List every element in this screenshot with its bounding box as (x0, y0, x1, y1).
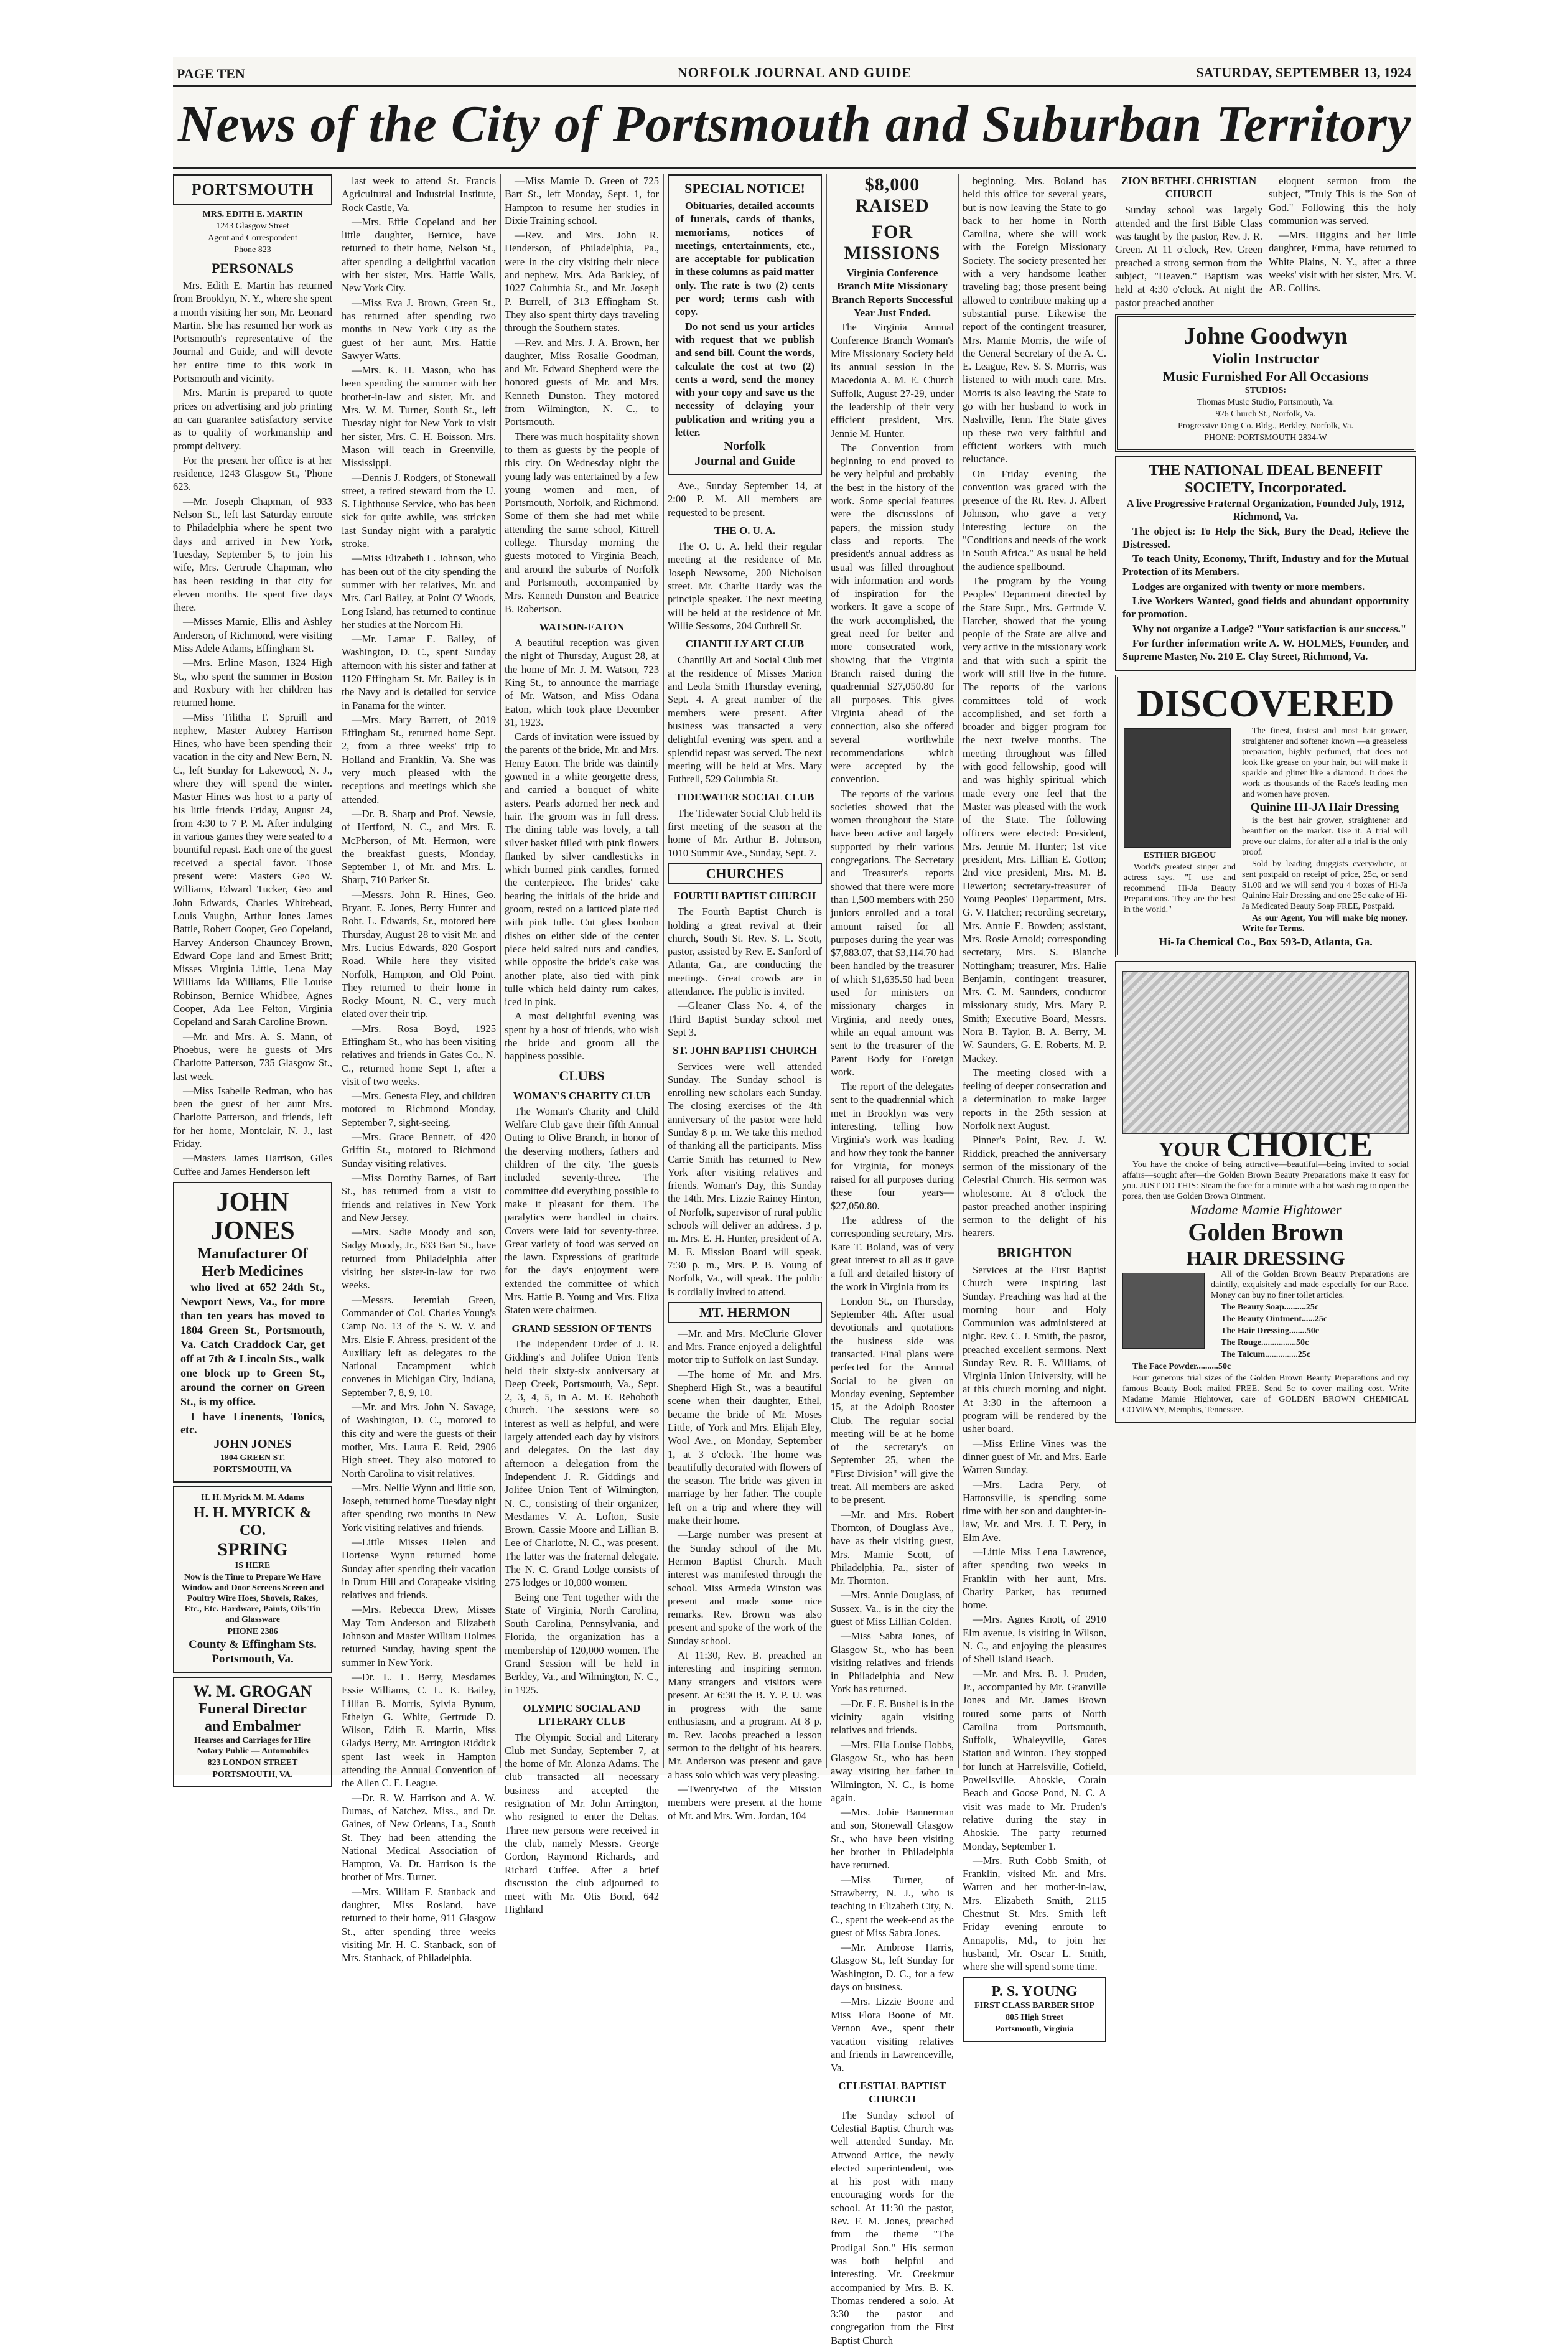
paragraph: —Mrs. Nellie Wynn and little son, Joseph, returned home Tuesday night after spending two months in New York visiting relatives and friends. (342, 1481, 496, 1534)
ad-line: The object is: To Help the Sick, Bury the Dead, Relieve the Distressed. (1122, 525, 1409, 550)
ad-your-choice (1115, 961, 1416, 1423)
section-heading-clubs: CLUBS (559, 1067, 605, 1084)
editor-role: Agent and Correspondent (208, 233, 297, 243)
ad-goodwyn (1115, 314, 1416, 452)
article-heading: ST. JOHN BAPTIST CHURCH (673, 1044, 817, 1057)
portrait-photo (1124, 728, 1231, 848)
ad-title: H. H. MYRICK & CO. (194, 1504, 312, 1539)
paragraph: There was much hospitality shown to them as guests by the people of this city. On Wednesday night the young lady was entertained by a few young women and men, of Portsmouth, Norfolk, and Richmond. Some of them she had met while attending the same school, Kittrell college. Thursday morning the guests motored to Virginia Beach, and around the suburbs of Norfolk and Portsmouth, accompanied by Mrs. Kenneth Dunston and Beatrice B. Robertson. (505, 430, 659, 615)
illustration-image (1122, 971, 1409, 1134)
ad-city: Portsmouth, Virginia (995, 2025, 1074, 2035)
ad-title: P. S. YOUNG (991, 1984, 1078, 2000)
price-item: The Face Powder..........50c (1132, 1361, 1231, 1371)
paragraph: —Mr. Joseph Chapman, of 933 Nelson St., left last Saturday enroute to Philadelphia where he spent two days and arrived in New York, Tuesday, September 5, to join his wife, Mrs. Gertrude Chapman, who has been residing in that city for eleven months. He spent five days there. (173, 495, 332, 614)
paragraph: —Little Misses Helen and Hortense Wynn returned home Sunday after spending their vacation in Drum Hill and Corapeake visiting relatives and friends. (342, 1535, 496, 1601)
ad-name: JOHN JONES (213, 1437, 292, 1451)
paragraph: —Little Miss Lena Lawrence, after spending two weeks in Franklin with her aunt, Mrs. Charity Parker, has returned home. (963, 1545, 1106, 1611)
paragraph: The report of the delegates sent to the quadrennial which met in Brooklyn was very interesting, telling how Virginia's work was leading and how they took the banner for Virginia, for moneys raised for all purposes during these four years—$27,050.80. (831, 1080, 954, 1212)
top-rule (173, 85, 1416, 87)
issue-date: SATURDAY, SEPTEMBER 13, 1924 (1196, 65, 1411, 80)
ad-photo-block (1124, 726, 1236, 935)
ad-line: For further information write A. W. HOLMES, Founder, and Supreme Master, No. 210 E. Clay Street, Richmond, Va. (1122, 637, 1409, 663)
ad-product: Quinine HI-JA Hair Dressing (1250, 800, 1399, 814)
paragraph: —Masters James Harrison, Giles Cuffee and James Henderson left (173, 1152, 332, 1178)
paragraph: Mrs. Martin is prepared to quote prices on advertising and job printing an can guarantee satisfactory service as to quality of workmanship and prompt delivery. (173, 386, 332, 452)
ad-line: Music Furnished For All Occasions (1162, 368, 1369, 384)
paragraph: —Mrs. Ruth Cobb Smith, of Franklin, visited Mr. and Mrs. Warren and her mother-in-law, Mrs. Elizabeth Smith, 2115 Chestnut St. Mrs. Smith left Friday evening enroute to Annapolis, Md., to join her husband, Mr. Oscar L. Smith, where she will spend some time. (963, 1854, 1106, 1973)
ad-line: To teach Unity, Economy, Thrift, Industry and for the Mutual Protection of its Members. (1122, 553, 1409, 578)
ad-body: All of the Golden Brown Beauty Preparations are daintily, exquisitely and made especially for our Race. Money can buy no finer toilet articles. (1211, 1269, 1409, 1300)
ad-body: is the best hair grower, straightener and beautifier on the market. Use it. A trial will prove our claims, for after all a trial is the only proof. (1242, 815, 1407, 857)
article-heading: GRAND SESSION OF TENTS (511, 1322, 652, 1334)
paragraph: Pinner's Point, Rev. J. W. Riddick, preached the anniversary sermon of the missionary of the Celestial Church. His sermon was wholesome. At 8 o'clock the pastor preached another inspiring sermon to the delight of his hearers. (963, 1134, 1106, 1239)
paragraph: Services at the First Baptist Church were inspiring last Sunday. Preaching was had at the morning hour and Holy Communion was administered at night. Rev. C. J. Smith, the pastor, preached excellent sermons. Next Sunday Rev. R. E. Williams, of Virginia Union University, will be at this church morning and night. At 3:30 in the afternoon a program will be rendered by the usher board. (963, 1263, 1106, 1435)
column-divider (663, 174, 664, 1768)
ad-company: Hi-Ja Chemical Co., Box 593-D, Atlanta, Ga. (1159, 935, 1373, 948)
paragraph: London St., on Thursday, September 4th. After usual devotionals and quotations the business side was transacted. Final plans were perfected for the Annual Social to be given on Monday evening, September 15, at the Adolph Rooster Club. The regular social meeting will be at he home of the secretary's on September 25, when the "First Division" will give the treat. All members are asked to be present. (831, 1295, 954, 1506)
ad-studio: Progressive Drug Co. Bldg., Berkley, Norfolk, Va. (1178, 421, 1353, 431)
notice-title: SPECIAL NOTICE! (684, 180, 805, 196)
paragraph: —Miss Erline Vines was the dinner guest of Mr. and Mrs. Earle Warren Sunday. (963, 1437, 1106, 1476)
paragraph: —Miss Dorothy Barnes, of Bart St., has returned from a visit to friends and relatives in New York and New Jersey. (342, 1171, 496, 1224)
ad-title: THE NATIONAL IDEAL BENEFIT SOCIETY, Incorporated. (1149, 462, 1383, 496)
section-box-portsmouth (173, 174, 332, 205)
paragraph: —Mrs. Higgins and her little daughter, Emma, have returned to White Plains, N. Y., after a three weeks' visit with her sister, Mrs. M. AR. Collins. (1269, 229, 1416, 294)
article-heading: WATSON-EATON (539, 621, 625, 633)
paper-name: NORFOLK JOURNAL AND GUIDE (677, 65, 912, 80)
ad-studio: 926 Church St., Norfolk, Va. (1215, 409, 1316, 419)
price-item: The Talcum...............25c (1221, 1349, 1310, 1359)
paragraph: —Miss Tilitha T. Spruill and nephew, Master Aubrey Harrison Hines, who have been spending their vacation in the city and New Bern, N. C., left Sunday for Lakewood, N. J., where they will spend the winter. Master Hines was host to a party of his little friends Friday, August 24, from 4:30 to 7 P. M. After indulging in various games they were seated to a bountiful repast. Each one of the guest received a special favor. Those present were: Masters Geo W. Williams, Edward Tucker, Geo and John Edwards, Charles Whitehead, Louis Vaughn, Arthur Jones James Battle, Robert Cooper, Geo Copeland, Harvey Anderson Chauncey Brown, Edward Cope land and Ernest Britt; Misses Virginia Little, Lena May Williams Ida Williams, Elle Louise Robinson, Bernice Whidbee, Agnes Cooper, Ada Lee Felton, Virginia Copeland and Sarah Caroline Brown. (173, 711, 332, 1028)
editor-address: 1243 Glasgow Street (216, 222, 289, 231)
ad-partners: H. H. Myrick M. M. Adams (201, 1492, 304, 1502)
paragraph: —Dennis J. Rodgers, of Stonewall street, a retired steward from the U. S. Lighthouse Service, who has been sick for quite awhile, was stricken last Sunday night with a paralytic stroke. (342, 471, 496, 550)
ad-season: SPRING (217, 1539, 288, 1560)
ad-signature: Madame Mamie Hightower (1190, 1202, 1342, 1218)
paragraph: The Fourth Baptist Church is holding a great revival at their church, South St. Rev. S. L. Scott, pastor, assisted by Rev. E. Sanford of Atlanta, Ga., are conducting the meetings. Great crowds are in attendance. The public is invited. (668, 906, 822, 998)
paragraph: —The home of Mr. and Mrs. Shepherd High St., was a beautiful scene when their daughter, Ethel, became the bride of Mr. Moses Little, of York and Mrs. Elijah Eley, Wool Ave., on Monday, September 1, at 3 o'clock. The home was beautifully decorated with flowers of the season. The bride was given in marriage by her father. The couple left on a trip and where they will make their home. (668, 1368, 822, 1527)
personals-heading: PERSONALS (211, 260, 294, 276)
paragraph: —Twenty-two of the Mission members were present at the home of Mr. and Mrs. Wm. Jordan, 104 (668, 1783, 822, 1822)
ad-subtitle: Funeral Director (198, 1701, 307, 1718)
masthead (173, 62, 1416, 83)
newspaper-page (173, 57, 1416, 2346)
price-item: The Rouge................50c (1221, 1337, 1309, 1347)
ad-phone: PHONE 2386 (227, 1626, 278, 1636)
editor-phone: Phone 823 (234, 245, 271, 255)
paragraph: Mrs. Edith E. Martin has returned from Brooklyn, N. Y., where she spent a month visiting her son, Mr. Leonard Martin. She has resumed her work as Portsmouth's representative of the Journal and Guide, and will devote her entire time to this work in Portsmouth and vicinity. (173, 279, 332, 385)
ad-subtitle: and Embalmer (204, 1718, 301, 1735)
ad-agent: As our Agent, You will make big money. Write for Terms. (1242, 913, 1407, 934)
ad-headline (1122, 1124, 1409, 1165)
paragraph: —Messrs. John R. Hines, Geo. Bryant, E. Jones, Berry Hunter and Robt. L. Edwards, Sr., motored here Thursday, August 28 to visit Mr. and Mrs. Lucius Edwards, 820 Gosport Road. While here they visited Norfolk, Hampton, and Old Point. They returned to their home in Rocky Mount, N. C., very much elated over their trip. (342, 888, 496, 1020)
paragraph: —Miss Elizabeth L. Johnson, who has been out of the city spending the summer with her relatives, Mr. and Mrs. Carl Bailey, at Point O' Woods, Long Island, has returned to continue her studies at the Norcom Hi. (342, 552, 496, 630)
ad-subtitle: FIRST CLASS BARBER SHOP (974, 2001, 1095, 2011)
paragraph: —Mrs. Jobie Bannerman and son, Stonewall Glasgow St., who have been visiting her brother in Philadelphia have returned. (831, 1806, 954, 1872)
paragraph: —Mrs. Ladra Pery, of Hattonsville, is spending some time with her son and daughter-in-law, Mr. and Mrs. J. T. Pery, in Elm Ave. (963, 1478, 1106, 1544)
paragraph: —Mr. and Mrs. B. J. Pruden, Jr., accompanied by Mr. Granville Jones and Mr. James Brown toured some parts of North Carolina from Portsmouth, Suffolk, Whaleyville, Gates Station and Winton. They stopped for lunch at Harrelsville, Cofield, Powellsville, Ahoskie, Corain Beach and Goose Pond, N. C. A visit was made to Mr. Pruden's relative during the stay in Ahoskie. The party returned Monday, September 1. (963, 1667, 1106, 1852)
ad-line: I have Linenents, Tonics, etc. (180, 1410, 325, 1436)
article-heading: WOMAN'S CHARITY CLUB (513, 1089, 651, 1102)
ad-line: A live Progressive Fraternal Organization, Founded July, 1912, Richmond, Va. (1126, 497, 1405, 523)
article-heading: OLYMPIC SOCIAL AND LITERARY CLUB (523, 1702, 641, 1728)
churches-heading-box (668, 863, 822, 884)
mt-hermon-heading-box (668, 1302, 822, 1323)
paragraph: —Mrs. William F. Stanback and daughter, Miss Rosland, have returned to their home, 911 Glasgow St., after spending three weeks visiting Mr. H. C. Stanback, son of Mrs. Stanback, of Philadelphia. (342, 1885, 496, 1964)
paragraph: —Mrs. Sadie Moody and son, Sadgy Moody, Jr., 633 Bart St., have returned from Philadelphia after visiting her sister-in-law for two weeks. (342, 1226, 496, 1291)
ad-address: 823 LONDON STREET (207, 1758, 298, 1768)
price-item: The Hair Dressing........50c (1221, 1326, 1320, 1336)
ad-title: Johne Goodwyn (1183, 322, 1348, 349)
ad-title: DISCOVERED (1137, 682, 1394, 725)
paragraph: The meeting closed with a feeling of deeper consecration and a determination to make larger reports in the 25th session at Norfolk next August. (963, 1066, 1106, 1132)
ad-here: IS HERE (235, 1560, 271, 1570)
ad-myrick (173, 1486, 332, 1674)
ad-line: Lodges are organized with twenty or more members. (1132, 580, 1365, 593)
ad-address: 1804 GREEN ST. (220, 1453, 286, 1463)
ad-title: JOHN JONES (210, 1188, 295, 1245)
paragraph: —Mrs. Erline Mason, 1324 High St., who spent the summer in Boston and Roxbury with her children has returned home. (173, 657, 332, 709)
paragraph: The Convention from beginning to end proved to be very helpful and probably the best in the history of the work. Some special features were the discussions of papers, the mission study class and reports. The president's annual address as usual was filled throughout with information and words of inspiration for the workers. It gave a scope of the work accomplished, the great need for better and more consecrated work, showing that the Virginia Branch raised during the quadrennial $27,050.80 for all purposes. This gives Virginia ahead of the connection, also she offered several worthwhile recommendations which were accepted by the convention. (831, 441, 954, 785)
ad-text-block (1242, 726, 1407, 935)
zion-bethel-article (1115, 174, 1262, 311)
paragraph: Cards of invitation were issued by the parents of the bride, Mr. and Mrs. Henry Eaton. The bride was daintily gowned in a white georgette dress, and carried a bouquet of white asters. Pearls adorned her neck and hair. The groom was in full dress. The dining table was lovely, a tall silver basket filled with pink flowers flanked by silver candlesticks in which burned pink candles, formed the centerpiece. The brides' cake bearing the initials of the bride and groom, rested on a latticed plate tied with pink tulle. Cut glass bonbon dishes on either side of the center piece held salted nuts and candies, while opposite the bride's cake was another plate, also tied with pink tulle which held dainty rum cakes, iced in pink. (505, 731, 659, 1008)
paragraph: —Mrs. Lizzie Boone and Miss Flora Boone of Mt. Vernon Ave., spent their vacation visiting relatives and friends in Lawrenceville, Va. (831, 1995, 954, 2074)
paragraph: —Mrs. Rosa Boyd, 1925 Effingham St., who has been visiting relatives and friends in Gates Co., N. C., returned home Sept 1, after a visit of two weeks. (342, 1022, 496, 1087)
ad-ps-young (963, 1977, 1106, 2042)
column-3 (505, 174, 659, 1916)
ad-subtitle: Manufacturer Of Herb Medicines (197, 1245, 308, 1280)
column-1 (173, 174, 332, 1780)
ad-body: You have the choice of being attractive—beautiful—being invited to social affairs—sought after—the Golden Brown Beauty Preparations make it easy for you. JUST DO THIS: Steam the face for a minute with a hot wash rag to open the pores, then use Golden Brown Ointment. (1122, 1160, 1409, 1202)
ad-city: PORTSMOUTH, VA. (212, 1770, 293, 1780)
ad-product: Golden Brown (1188, 1217, 1343, 1246)
ad-footer: Four generous trial sizes of the Golden Brown Beauty Preparations and my famous Beauty Book mailed FREE. Send 5c to cover mailing cost. Write Madame Mamie Hightower, care of GOLDEN BROWN CHEMICAL COMPANY, Memphis, Tennessee. (1122, 1373, 1409, 1415)
ad-body: The finest, fastest and most hair grower, straightener and softener known —a greaseless preparation, highly perfumed, that does not look like grease on your hair, but will make it sparkle and glitter like a diamond. It does the work as thousands of the Race's leading men and women have proven. (1242, 726, 1407, 799)
photo-caption: ESTHER BIGEOU (1143, 850, 1216, 860)
ad-studio: Thomas Music Studio, Portsmouth, Va. (1197, 397, 1335, 407)
ad-body-row (1124, 726, 1407, 935)
ad-body: Sold by leading druggists everywhere, or sent postpaid on receipt of price, 25c, or send $1.00 and we will send you 4 boxes of Hi-Ja Quinine Hair Dressing and one 25c cake of Hi-Ja Medicated Beauty Soap FREE, Postpaid. (1242, 859, 1407, 911)
photo-caption: World's greatest singer and actress says, "I use and recommend Hi-Ja Beauty Preparations. They are the best in the world." (1124, 862, 1236, 914)
page-headline: News of the City of Portsmouth and Suburban Territory (177, 95, 1412, 153)
continued-article (1269, 174, 1416, 311)
paragraph: —Dr. L. L. Berry, Mesdames Essie Williams, C. L. K. Bailey, Lillian B. Morris, Sylvia Bynum, Ethelyn G. White, Gertrude D. Wilson, Edith E. Martin, Miss Gladys Berry, Mr. Arrington Riddick spent last week in Hampton attending the Annual Convention of the Allen C. E. League. (342, 1670, 496, 1789)
paragraph: —Mrs. Grace Bennett, of 420 Griffin St., motored to Richmond Sunday visiting relatives. (342, 1131, 496, 1169)
editor-name: MRS. EDITH E. MARTIN (202, 210, 303, 219)
paragraph: last week to attend St. Francis Agricultural and Industrial Institute, Rock Castle, Va. (342, 175, 496, 213)
paragraph: Ave., Sunday September 14, at 2:00 P. M. All members are requested to be present. (668, 479, 822, 518)
paragraph: The Olympic Social and Literary Club met Sunday, September 7, at the home of Mr. Alonza Adams. The club transacted all necessary business and accepted the resignation of Mr. John Arrington, who resigned to enter the Deltas. Three new persons were received in the club, namely Messrs. George Gordon, Raymond Richards, and Richard Cuffee. After a brief discussion the club adjourned to meet with Mr. Otis Bond, 642 Highland (505, 1731, 659, 1916)
column-6 (963, 174, 1106, 2035)
ad-body: who lived at 652 24th St., Newport News, Va., for more than ten years has moved to 1804 Green St., Portsmouth, Va. Catch Craddock Car, get off at 7th & Lincoln Sts., walk one block up to Green St., around the corner on Green St., is my office. (180, 1280, 325, 1408)
headline-rule (173, 167, 1416, 169)
ad-address: 805 High Street (1005, 2013, 1064, 2023)
paragraph: The Woman's Charity and Child Welfare Club gave their fifth Annual Outing to Olive Branch, in honor of the deserving mothers, fathers and children of the city. The guests included seventy-three. The committee did everything possible to make it pleasant for them. The paralytics were handled in chairs. Covers were laid for seventy-three. Great variety of food was served on the lawn. Expressions of gratitude for the day's enjoyment were extended the committee of which Mrs. Hattie B. Young and Mrs. Eliza Staten were chairmen. (505, 1105, 659, 1316)
paragraph: —Mrs. Genesta Eley, and children motored to Richmond Monday, September 7, sight-seeing. (342, 1090, 496, 1128)
article-heading: THE O. U. A. (714, 524, 776, 536)
ad-product: HAIR DRESSING (1186, 1246, 1345, 1269)
paragraph: —Mrs. Mary Barrett, of 2019 Effingham St., returned home Sept. 2, from a three weeks' trip to Holland and Franklin, Va. She was very much pleased with the receptions and meetings which she attended. (342, 713, 496, 805)
paragraph: —Mr. Lamar E. Bailey, of Washington, D. C., spent Sunday afternoon with his sister and father at 1120 Effingham St. Mr. Bailey is in the Navy and is detailed for service in Panama for the winter. (342, 633, 496, 711)
ad-discovered (1115, 675, 1416, 958)
page-number: PAGE TEN (177, 66, 245, 82)
notice-sign: Journal and Guide (694, 454, 795, 468)
ad-city: Portsmouth, Va. (212, 1652, 294, 1666)
paragraph: The Virginia Annual Conference Branch Woman's Mite Missionary Society held its annual session in the Macedonia A. M. E. Church Suffolk, August 27-29, under the leadership of their very efficient president, Mrs. Jennie M. Hunter. (831, 321, 954, 439)
paragraph: —Rev. and Mrs. J. A. Brown, her daughter, Miss Rosalie Goodman, and Mr. Edward Shepherd were the honored guests of Mr. and Mrs. Kenneth Dunston. They motored from Wilmington, N. C., to Portsmouth. (505, 336, 659, 428)
ad-body: Hearses and Carriages for Hire Notary Public — Automobiles (194, 1736, 311, 1756)
section-heading-brighton: BRIGHTON (997, 1244, 1072, 1260)
paragraph: The program by the Young Peoples' Department directed by the State Supt., Mrs. Gertrude V. Hatcher, showed that the young people of the State are alive and very active in the missionary work and that with such a spirit the work will still live in the future. The reports of the various committees told of work accomplished, and set forth a broader and bigger program for the next twelve months. The meeting throughout was filled with good fellowship, good will and was highly spiritual which made every one feel that the Master was pleased with the work of the State. The following officers were elected: President, Mrs. Jennie M. Hunter; 1st vice president, Mrs. Lillian E. Gotton; 2nd vice president, Mrs. M. B. Hewerton; secretary-treasurer of Young Peoples' Department, Mrs. G. V. Hatcher; recording secretary, Mrs. Annie E. Bowden; assistant, Mrs. Rosie Arnold; corresponding secretary, Mrs. S. Blanche Nottingham; treasurer, Mrs. Halie Benjamin, contingent treasurer, Mrs. C. M. Saunders, conductor missionary study, Mrs. Mary P. Smith; Executive Board, Messrs. Nora B. Taylor, B. A. Berry, M. W. Saunders, G. E. Roberts, M. P. Mackey. (963, 574, 1106, 1064)
article-deck: Virginia Conference Branch Mite Missionary Branch Reports Successful Year Just Ended. (831, 267, 953, 319)
special-notice-box (668, 174, 822, 475)
ad-phone: PHONE: PORTSMOUTH 2834-W (1204, 433, 1327, 443)
paragraph: —Miss Isabelle Redman, who has been the guest of her aunt Mrs. Charlotte Patterson, and friends, left for her home, Montclair, N. J., last Friday. (173, 1084, 332, 1150)
ad-address: County & Effingham Sts. (189, 1637, 317, 1651)
article-heading: FOURTH BAPTIST CHURCH (673, 889, 816, 902)
paragraph: Services were well attended Sunday. The Sunday school is enrolling new scholars each Sunday. The closing exercises of the 4th anniversary of the pastor were held Sunday 8 p. m. We take this method of thanking all the participants. Miss Carrie Smith has returned to New York after visiting relatives and friends. Woman's Day, this Sunday the 14th. Mrs. Lizzie Rainey Hinton, of Norfolk, supervisor of rural public schools will deliver an address. 3 p. m. Mrs. E. H. Hunter, president of A. M. E. Mission Board will speak. 7:30 p. m., Mrs. P. B. Young of Norfolk, Va., will speak. The public is cordially invited to attend. (668, 1060, 822, 1298)
notice-body: Obituaries, detailed accounts of funerals, cards of thanks, memoriams, notices of meetings, entertainments, etc., are acceptable for publication in these columns as paid matter only. The rate is two (2) cents per word; terms cash with copy. (675, 200, 814, 318)
paragraph: The Independent Order of J. R. Gidding's and Jolifee Union Tents held their sixty-six anniversary at Deep Creek, Portsmouth, Va., Sept. 2, 3, 4, 5, in A. M. E. Rehoboth Church. The sessions were so interest as well as helpful, and were largely attended each day by visitors and delegates. On the last day afternoon a delegation from the Independent J. R. Giddings and Jolifee Union Tent of Wilmington, N. C., consisting of their organizer, Mesdames V. A. Lofton, Susie Brown, Cassie Moore and Lillian B. Lee of Charlotte, N. C., was present. The latter was the fraternal delegate. The N. C. Grand Lodge consists of 275 lodges or 10,000 women. (505, 1337, 659, 1589)
paragraph: —Dr. B. Sharp and Prof. Newsie, of Hertford, N. C., and Mrs. E. McPherson, of Mt. Hermon, were the breakfast guests, Monday, September 1, of Mr. and Mrs. L. Sharp, 710 Parker St. (342, 807, 496, 886)
paragraph: eloquent sermon from the subject, "Truly This is the Son of God." Following this the holy communion was served. (1269, 175, 1416, 227)
notice-body: Do not send us your articles with request that we publish and send bill. Count the words, calculate the cost at two (2) cents a word, send the money with your copy and save us the necessity of delaying your publication and writing you a letter. (675, 320, 814, 439)
paragraph: —Mr. and Mrs. Robert Thornton, of Douglass Ave., have as their visiting guest, Mrs. Mamie Scott, of Philadelphia, Pa., sister of Mr. Thornton. (831, 1508, 954, 1587)
paragraph: —Mrs. Annie Douglass, of Sussex, Va., is in the city the guest of Miss Lillian Colden. (831, 1589, 954, 1628)
paragraph: —Mrs. Agnes Knott, of 2910 Elm avenue, is visiting in Wilson, N. C., and enjoying the pleasures of Shell Island Beach. (963, 1613, 1106, 1665)
paragraph: Sunday school was largely attended and the first Bible Class was taught by the pastor, Rev. J. R. Green. At 11 o'clock, Rev. Green preached a strong sermon from the subject, "Heaven." Baptism was held at 4:30 o'clock. At night the pastor preached another (1115, 204, 1262, 309)
ad-body: Now is the Time to Prepare We Have Window and Door Screens Screen and Poultry Wire Hoes, Shovels, Rakes, Etc., Etc. Hardware, Paints, Oils Tin and Glassware (181, 1572, 324, 1624)
ad-title: W. M. GROGAN (193, 1682, 312, 1701)
column-5 (831, 174, 954, 2346)
ad-subtitle: Violin Instructor (1211, 350, 1320, 367)
paragraph: For the present her office is at her residence, 1243 Glasgow St., 'Phone 623. (173, 454, 332, 493)
paragraph: —Mr. and Mrs. John N. Savage, of Washington, D. C., motored to this city and were the guests of their mother, Mrs. Laura E. Reid, 2906 High street. They also motored to North Carolina to visit relatives. (342, 1401, 496, 1479)
paragraph: —Messrs. Jeremiah Green, Commander of Col. Charles Young's Camp No. 13 of the S. W. V. and Mrs. Elsie F. Ahress, president of the Auxiliary left as delegates to the National Encampment which convenes in Michigan City, Indiana, September 7, 8, 9, 10. (342, 1293, 496, 1398)
paragraph: The reports of the various societies showed that the women throughout the State have been active and largely supported by their various congregations. The Secretary and Treasurer's reports showed that there were more than 1,500 members with 250 juniors enrolled and a total amount raised for all purposes during the year was $7,883.07, that $3,114.70 had been handled by the treasurer of which $1,635.50 had been used for ministers on missionary charges in Virginia, and needy ones, while an equal amount was sent to the treasurer of the Parent Body for Foreign work. (831, 787, 954, 1078)
paragraph: —Rev. and Mrs. John R. Henderson, of Philadelphia, Pa., were in the city visiting their niece and nephew, Mrs. Ada Barkley, of 1027 Columbia St., and Mr. Joseph P. Burrell, of 313 Effingham St. They also spent thirty days traveling through the Southern states. (505, 229, 659, 334)
price-item: The Beauty Soap..........25c (1221, 1302, 1319, 1312)
column-divider (826, 174, 827, 1768)
paragraph: The Tidewater Social Club held its first meeting of the season at the home of Mr. Arthur B. Johnson, 1010 Summit Ave., Sunday, Sept. 7. (668, 807, 822, 859)
article-heading: ZION BETHEL CHRISTIAN CHURCH (1121, 175, 1257, 200)
paragraph: At 11:30, Rev. B. preached an interesting and inspiring sermon. Many strangers and visitors were present. At 6:30 the B. Y. P. U. was in progress with the same enthusiasm, and a program. At 8 p. m. Rev. Jacobs preached a lesson sermon to the delight of his hearers. Mr. Anderson was present and gave a bass solo which was very pleasing. (668, 1649, 822, 1781)
top-row (1115, 174, 1416, 311)
paragraph: —Mrs. Effie Copeland and her little daughter, Bernice, have returned to their home, Nelson St., after spending a delightful vacation with her sister, Mrs. Hattie Walls, New York City. (342, 215, 496, 294)
product-jar-image (1122, 1273, 1205, 1349)
ad-line: Live Workers Wanted, good fields and abundant opportunity for promotion. (1122, 595, 1409, 621)
paragraph: —Miss Turner, of Strawberry, N. J., who is teaching in Elizabeth City, N. C., spent the week-end as the guest of Miss Sabra Jones. (831, 1873, 954, 1939)
paragraph: —Mr. and Mrs. McClurie Glover and Mrs. France enjoyed a delightful motor trip to Suffolk on last Sunday. (668, 1327, 822, 1366)
paragraph: —Mrs. K. H. Mason, who has been spending the summer with her brother-in-law and sister, Mr. and Mrs. W. M. Turner, South St., left Tuesday night for New York to visit her sister, Mrs. C. H. Boisson. Mrs. Mason will teach in Greenville, Mississippi. (342, 364, 496, 469)
paragraph: The Sunday school of Celestial Baptist Church was well attended Sunday. Mr. Attwood Artice, the newly elected superintendent, was at his post with many encouraging words for the school. At 11:30 the pastor, Rev. F. M. Jones, preached from the theme "The Prodigal Son." His sermon was both helpful and interesting. Mr. Creekmur accompanied by Mrs. B. K. Thomas rendered a solo. At 3:30 the pastor and congregation from the First Baptist Church (831, 2109, 954, 2346)
article-heading: TIDEWATER SOCIAL CLUB (675, 791, 814, 803)
paragraph: A most delightful evening was spent by a host of friends, who wish the bride and groom all the happiness possible. (505, 1010, 659, 1062)
notice-sign: Norfolk (724, 439, 766, 454)
paragraph: —Miss Sabra Jones, of Glasgow St., who has been visiting relatives and friends in Philadelphia and New York has returned. (831, 1630, 954, 1695)
column-7 (1115, 174, 1416, 1768)
paragraph: —Miss Mamie D. Green of 725 Bart St., left Monday, Sept. 1, for Hampton to resume her studies in Dixie Training school. (505, 175, 659, 227)
paragraph: —Mrs. Rebecca Drew, Misses May Tom Anderson and Elizabeth Johnson and Master William Holmes returned Sunday, having spent the summer in New York. (342, 1603, 496, 1669)
section-heading-churches: CHURCHES (706, 865, 784, 881)
section-title: PORTSMOUTH (191, 180, 314, 199)
column-2 (342, 174, 496, 1964)
paragraph: —Misses Mamie, Ellis and Ashley Anderson, of Richmond, were visiting Miss Adele Adams, Effingham St. (173, 616, 332, 655)
paragraph: —Mr. Ambrose Harris, Glasgow St., left Sunday for Washington, D. C., for a few days on business. (831, 1941, 954, 1993)
price-item: The Beauty Ointment......25c (1221, 1314, 1328, 1324)
paragraph: The O. U. A. held their regular meeting at the residence of Mr. Joseph Newsome, 200 Nicholson street. Mr. Charlie Hardy was the principle speaker. The next meeting will be held at the residence of Mr. Willie Sessoms, 204 Cuthrell St. (668, 540, 822, 632)
column-divider (958, 174, 959, 1768)
section-heading-mt-hermon: MT. HERMON (699, 1304, 791, 1320)
paragraph: beginning. Mrs. Boland has held this office for several years, but is now leaving the State to go back to her home in North Carolina, where she will work with the Foreign Missionary Society. The society presented her with a very handsome leather traveling bag; those present being allowed to contribute making up a substantial purse. Likewise the report of the contingent treasurer, Mrs. Mamie Morris, the wife of the General Secretary of the A. C. E. League, Rev. S. S. Morris, was listened to with much care. Mrs. Morris is also leaving the State to go with her husband to work in Nashville, Tenn. The State gives up these two very faithful and efficient workers with much reluctance. (963, 175, 1106, 466)
paragraph: —Miss Eva J. Brown, Green St., has returned after spending two months in New York City as the guest of her aunt, Mrs. Hattie Sawyer Watts. (342, 296, 496, 362)
ad-city: PORTSMOUTH, VA (213, 1464, 292, 1474)
column-divider (500, 174, 501, 1768)
column-4 (668, 174, 822, 1822)
paragraph: —Dr. R. W. Harrison and A. W. Dumas, of Natchez, Miss., and Dr. Gaines, of New Orleans, La., South St. They had been attending the National Medical Association of Hampton, Va. Dr. Harrison is the brother of Mrs. Turner. (342, 1791, 496, 1883)
paragraph: Chantilly Art and Social Club met at the residence of Misses Marion and Leola Smith Thursday evening, Sept. 4. A great number of the members were present. After business was transacted a very delightful evening was spent and a splendid repast was served. The next meeting will be held at Mrs. Mary Futhrell, 529 Columbia St. (668, 654, 822, 785)
article-headline: $8,000 RAISED (855, 174, 930, 216)
paragraph: On Friday evening the convention was graced with the presence of the Rt. Rev. J. Albert Johnson, who gave a very interesting lecture on the "Conditions and needs of the work in South Africa." As usual he held the audience spellbound. (963, 467, 1106, 573)
article-heading: CHANTILLY ART CLUB (685, 638, 805, 650)
ad-studios: STUDIOS: (1244, 385, 1287, 395)
paragraph: —Gleaner Class No. 4, of the Third Baptist Sunday school met Sept 3. (668, 1000, 822, 1038)
ad-line: Why not organize a Lodge? "Your satisfaction is our success." (1132, 622, 1407, 635)
ad-benefit-society (1115, 456, 1416, 671)
paragraph: The address of the corresponding secretary, Mrs. Kate T. Boland, was of very great interest to all as it gave a full and detailed history of the work in Virginia from its (831, 1214, 954, 1293)
paragraph: —Mrs. Ella Louise Hobbs, Glasgow St., who has been away visiting her father in Wilmington, N. C., is home again. (831, 1738, 954, 1804)
paragraph: —Mr. and Mrs. A. S. Mann, of Phoebus, were he guests of Mrs Charlotte Patterson, 735 Glasgow St., last week. (173, 1030, 332, 1082)
paragraph: —Large number was present at the Sunday school of the Mt. Hermon Baptist Church. Much interest was manifested through the school. Miss Armeda Winston was present and made some nice remarks. Rev. Brown was also present and spoke of the work of the Sunday school. (668, 1529, 822, 1647)
ad-choice: CHOICE (1226, 1124, 1373, 1165)
paragraph: Being one Tent together with the State of Virginia, North Carolina, South Carolina, Pennsylvania, and Florida, the organization has a membership of 120,000 women. The Grand Session will be held in Berkley, Va., and Wilmington, N. C., in 1925. (505, 1591, 659, 1696)
ad-grogan (173, 1677, 332, 1787)
paragraph: —Dr. E. E. Bushel is in the vicinity again visiting relatives and friends. (831, 1697, 954, 1736)
article-heading: CELESTIAL BAPTIST CHURCH (838, 2080, 946, 2106)
ad-your: YOUR (1159, 1138, 1221, 1162)
paragraph: A beautiful reception was given the night of Thursday, August 28, at the home of Mr. J. M. Watson, 723 King St., to announce the marriage of Mr. Watson, and Miss Odana Eaton, which took place December 31, 1923. (505, 637, 659, 728)
article-headline: FOR MISSIONS (844, 222, 941, 263)
ad-john-jones (173, 1182, 332, 1483)
